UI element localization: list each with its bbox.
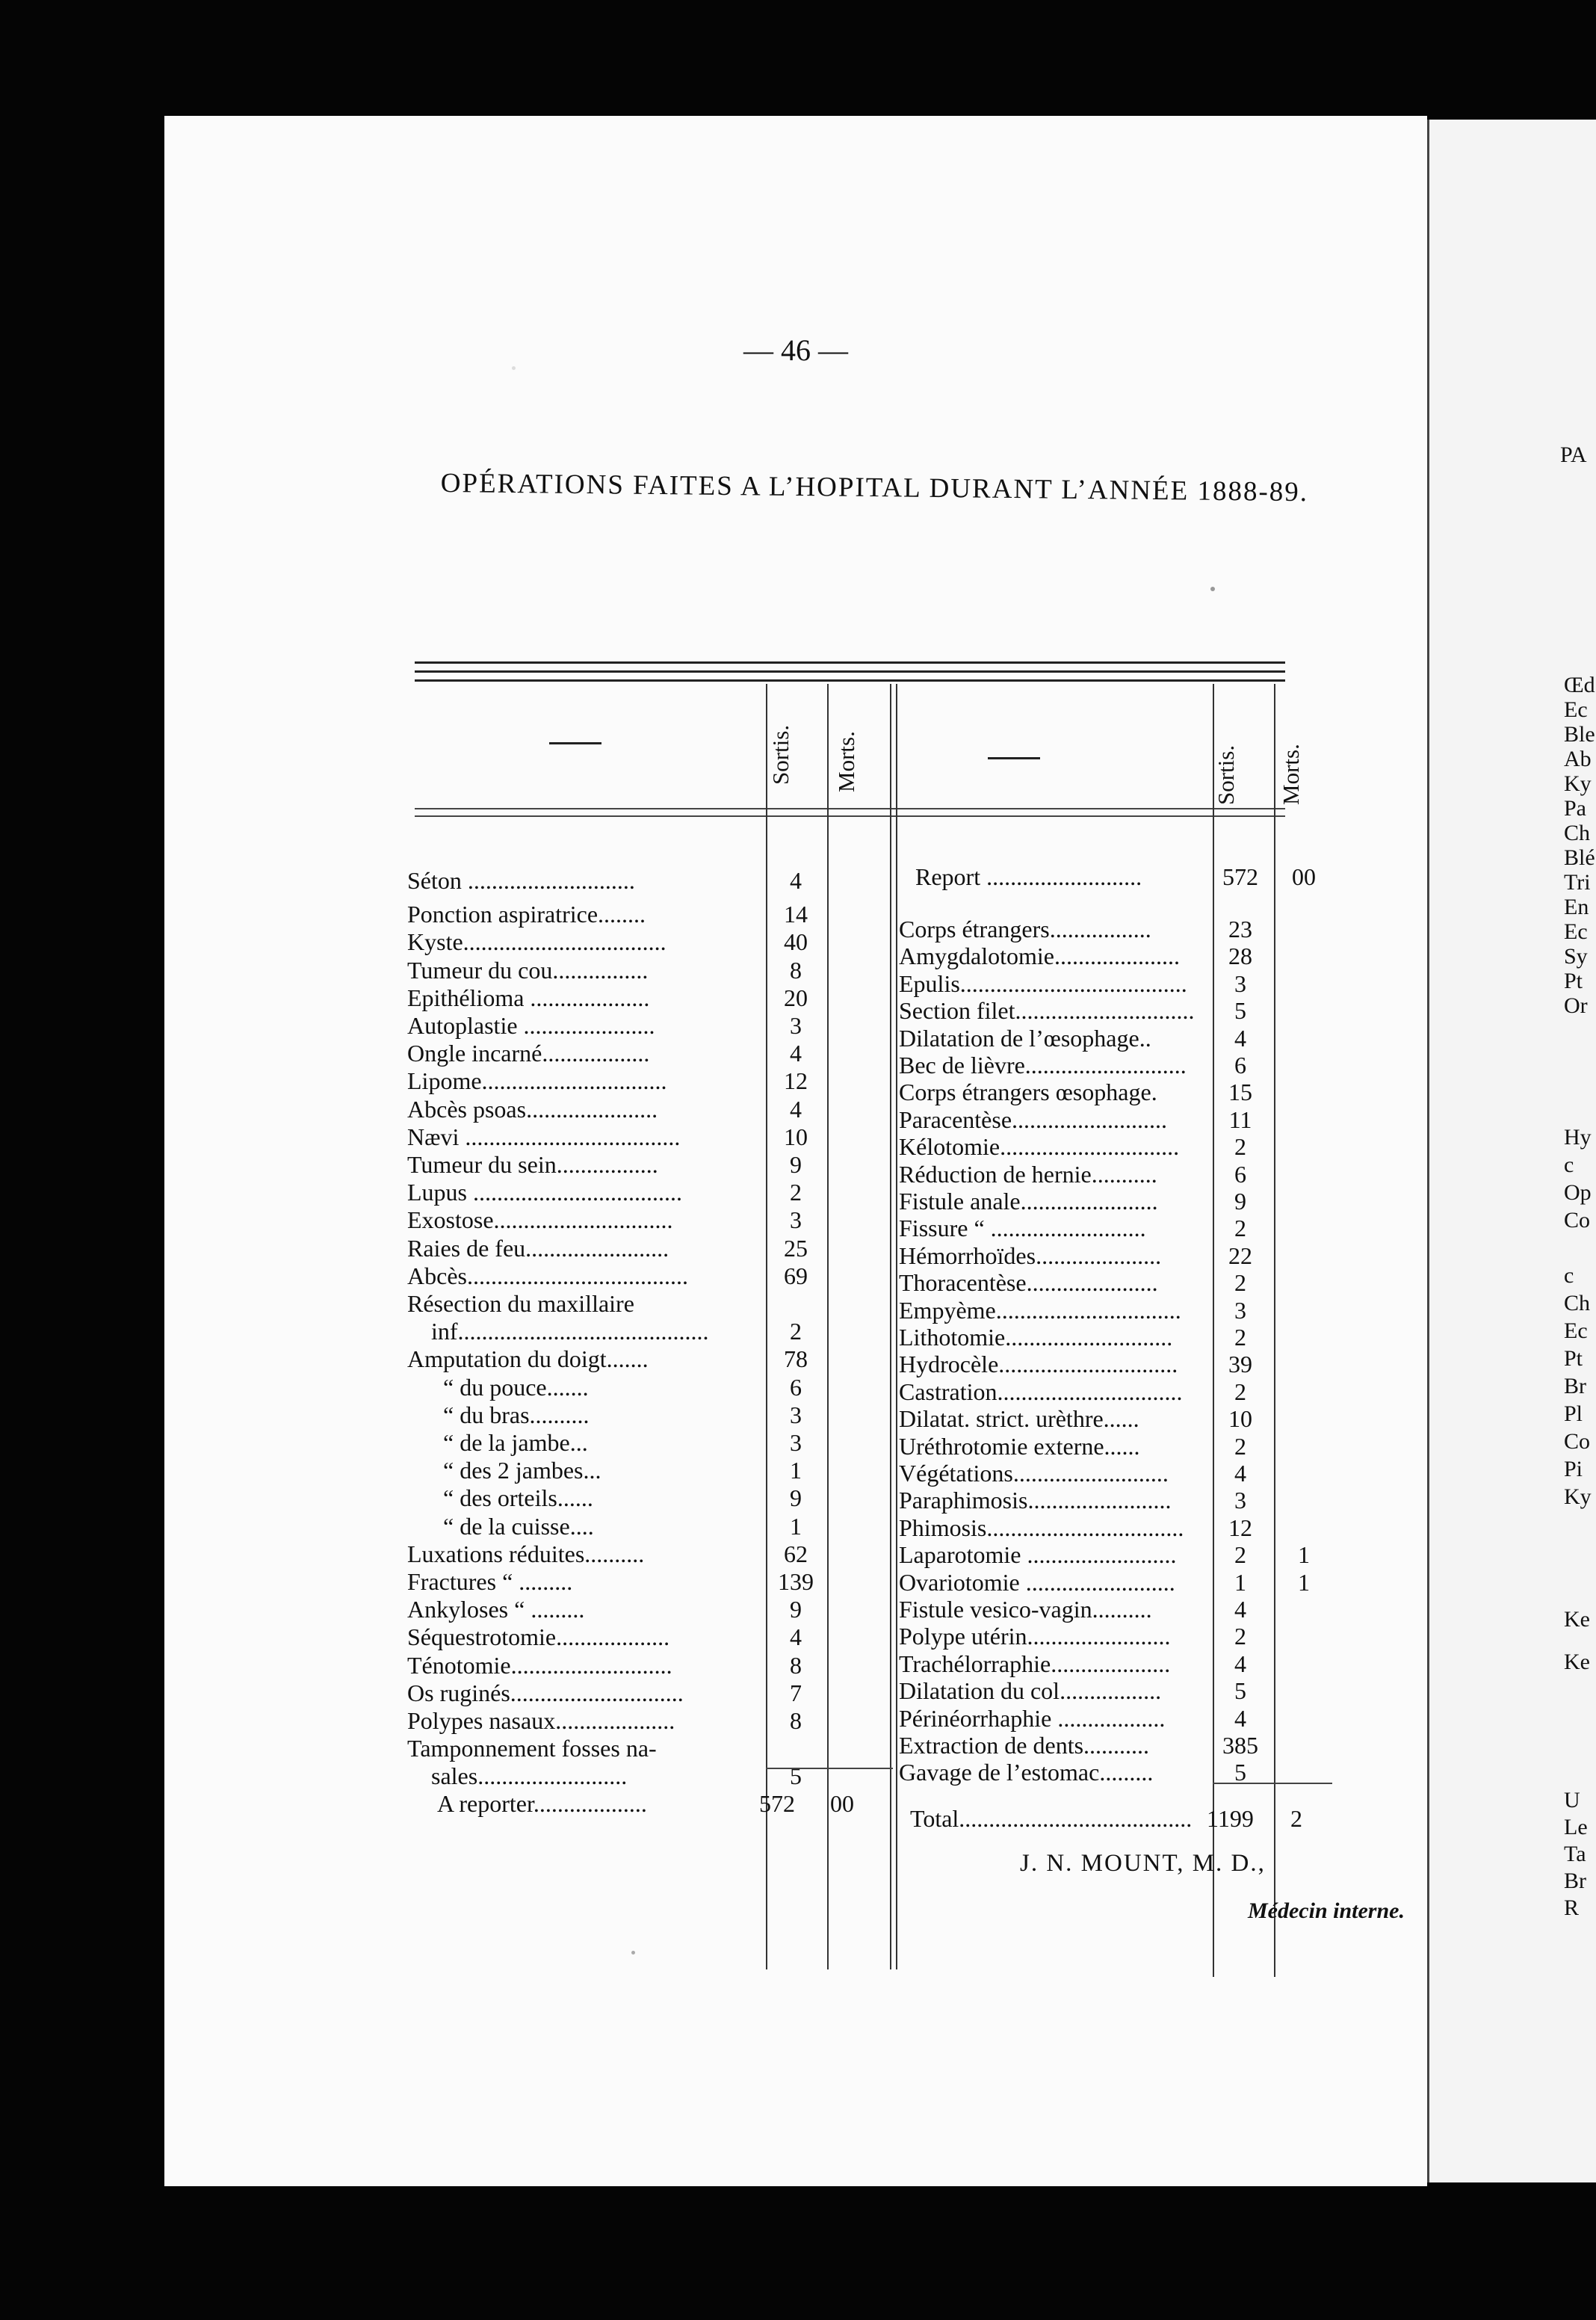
facing-page-line: Pt: [1564, 969, 1583, 993]
right-operation-name: Hémorrhoïdes.....................: [899, 1241, 1162, 1269]
right-operation-name: Fistule anale.......................: [899, 1188, 1158, 1215]
facing-page-line: Co: [1564, 1208, 1591, 1232]
right-sortis-value: 1: [1234, 1568, 1246, 1596]
facing-page-line: Pi: [1564, 1457, 1583, 1481]
right-row: [415, 1351, 1311, 1378]
left-sortis-value: 2: [790, 1318, 802, 1345]
left-operation-name: inf..........................................: [407, 1318, 709, 1345]
left-sortis-value: 9: [790, 1151, 802, 1178]
right-operation-name: Lithotomie............................: [899, 1324, 1173, 1351]
facing-page-line: Ec: [1564, 919, 1588, 944]
left-sortis-value: 8: [790, 956, 802, 984]
left-sortis-value: 3: [790, 1401, 802, 1428]
facing-page-line: Br: [1564, 1374, 1586, 1398]
right-operation-name: Corps étrangers œsophage.: [899, 1079, 1157, 1106]
right-operation-name: Végétations..........................: [899, 1460, 1169, 1487]
right-sortis-value: 2: [1234, 1269, 1246, 1297]
facing-page-line: Blé: [1564, 845, 1595, 870]
left-sortis-value: 1: [790, 1457, 802, 1484]
facing-page-line: U: [1564, 1788, 1580, 1812]
right-operation-name: Trachélorraphie....................: [899, 1650, 1171, 1677]
left-sortis-value: 4: [790, 1623, 802, 1651]
left-operation-name: “ de la jambe...: [407, 1429, 588, 1456]
facing-page-line: c: [1564, 1263, 1574, 1288]
left-sortis-value: 3: [790, 1429, 802, 1456]
right-operation-name: Uréthrotomie externe......: [899, 1432, 1140, 1460]
left-sortis-value: 20: [784, 984, 808, 1011]
right-row: [415, 1569, 1311, 1596]
right-sortis-value: 3: [1234, 969, 1246, 997]
left-sortis-value: 10: [784, 1123, 808, 1150]
right-operation-name: Laparotomie .........................: [899, 1541, 1177, 1569]
right-sortis-value: 4: [1234, 1704, 1246, 1732]
left-sortis-value: 4: [790, 1095, 802, 1123]
left-total-operation-name: A reporter...................: [437, 1790, 647, 1817]
left-operation-name: “ de la cuisse....: [407, 1512, 594, 1540]
right-row: [415, 1514, 1311, 1541]
right-report-sortis-value: 572: [1222, 863, 1258, 890]
left-sortis-value: 14: [784, 901, 808, 928]
facing-page-line: Ky: [1564, 1484, 1592, 1509]
left-operation-name: “ du pouce.......: [407, 1373, 589, 1401]
right-operation-name: Fissure “ ..........................: [899, 1215, 1146, 1242]
right-row: [415, 1324, 1311, 1351]
right-report-morts-value: 00: [1292, 863, 1316, 890]
right-row: [415, 942, 1311, 969]
facing-page-line: Le: [1564, 1815, 1588, 1839]
right-row: [415, 1269, 1311, 1296]
left-sortis-value: 5: [790, 1762, 802, 1790]
facing-page-line: Ec: [1564, 1318, 1588, 1343]
right-sortis-value: 22: [1228, 1241, 1252, 1269]
facing-page-line: Co: [1564, 1429, 1591, 1454]
right-operation-name: Dilatation de l’œsophage..: [899, 1024, 1151, 1052]
facing-page-line: Ky: [1564, 771, 1592, 796]
left-operation-name: sales.........................: [407, 1762, 628, 1790]
right-row: [415, 1079, 1311, 1105]
left-operation-name: Kyste..................................: [407, 928, 666, 956]
facing-page-line: Pl: [1564, 1401, 1583, 1426]
facing-page-line: Ch: [1564, 1291, 1591, 1315]
right-sortis-value: 4: [1234, 1024, 1246, 1052]
right-row: [415, 1460, 1311, 1487]
right-row: [415, 1161, 1311, 1188]
left-operation-name: Ponction aspiratrice........: [407, 901, 646, 928]
right-row: [415, 1215, 1311, 1241]
left-operation-name: Tumeur du sein.................: [407, 1151, 658, 1178]
facing-page-line: Ta: [1564, 1842, 1586, 1866]
left-operation-name: Abcès.....................................: [407, 1262, 688, 1289]
left-operation-name: Exostose..............................: [407, 1206, 673, 1234]
facing-page-line: Ab: [1564, 747, 1592, 771]
right-sortis-value: 11: [1228, 1105, 1252, 1133]
left-operation-name: Ongle incarné..................: [407, 1040, 650, 1067]
right-sortis-value: 6: [1234, 1052, 1246, 1079]
right-operation-name: Dilatat. strict. urèthre......: [899, 1405, 1139, 1433]
right-row: [415, 1596, 1311, 1623]
operations-table: [407, 534, 1316, 1832]
left-sortis-value: 25: [784, 1234, 808, 1262]
right-row: [415, 1705, 1311, 1732]
right-sortis-value: 385: [1222, 1732, 1258, 1759]
right-sortis-value: 5: [1234, 1677, 1246, 1705]
facing-page-line: Or: [1564, 993, 1588, 1018]
left-operation-name: Ténotomie...........................: [407, 1651, 672, 1679]
facing-page-line: R: [1564, 1895, 1580, 1920]
left-total-morts-value: 00: [830, 1790, 854, 1817]
facing-page-line: Œd: [1564, 673, 1595, 697]
right-row: [415, 1732, 1311, 1759]
right-operation-name: Castration...............................: [899, 1378, 1183, 1405]
left-sortis-value: 3: [790, 1012, 802, 1039]
right-operation-name: Hydrocèle..............................: [899, 1351, 1178, 1378]
right-sortis-value: 39: [1228, 1351, 1252, 1378]
right-row: [415, 1378, 1311, 1405]
left-sortis-value: 4: [790, 867, 802, 894]
right-sortis-value: 2: [1234, 1215, 1246, 1242]
right-sortis-value: 5: [1234, 997, 1246, 1025]
left-operation-name: “ des orteils......: [407, 1484, 593, 1512]
facing-page-line: Hy: [1564, 1125, 1592, 1150]
right-operation-name: Périnéorrhaphie ..................: [899, 1704, 1166, 1732]
right-operation-name: Epulis......................................: [899, 969, 1187, 997]
right-row: [415, 1487, 1311, 1514]
right-row: [415, 916, 1311, 942]
right-sortis-value: 3: [1234, 1296, 1246, 1324]
left-sortis-value: 7: [790, 1679, 802, 1706]
right-row: [415, 1759, 1311, 1786]
right-row: [415, 1405, 1311, 1432]
right-sortis-value: 28: [1228, 942, 1252, 970]
facing-page-line: Ch: [1564, 821, 1591, 845]
right-morts-header: Morts.: [1278, 744, 1304, 805]
facing-page-line: Tri: [1564, 870, 1591, 895]
left-operation-name: Raies de feu........................: [407, 1234, 669, 1262]
facing-page-line: Pt: [1564, 1346, 1583, 1371]
left-sortis-value: 9: [790, 1596, 802, 1623]
left-sortis-value: 4: [790, 1040, 802, 1067]
right-row: [415, 1133, 1311, 1160]
left-operation-name: Luxations réduites..........: [407, 1540, 645, 1567]
right-sortis-value: 4: [1234, 1460, 1246, 1487]
right-operation-name: Dilatation du col.................: [899, 1677, 1162, 1705]
facing-page-line: Ec: [1564, 697, 1588, 722]
right-report-operation-name: Report ..........................: [915, 863, 1142, 890]
right-total-sortis-value: 1199: [1207, 1805, 1254, 1832]
facing-page-line: Sy: [1564, 944, 1588, 969]
left-sortis-value: 2: [790, 1179, 802, 1206]
facing-page-line: Ble: [1564, 722, 1595, 747]
left-sortis-value: 3: [790, 1206, 802, 1234]
facing-page-line: Ke: [1564, 1607, 1590, 1632]
right-operation-name: Ovariotomie .........................: [899, 1568, 1175, 1596]
right-sortis-value: 23: [1228, 916, 1252, 942]
right-total-morts-value: 2: [1290, 1805, 1302, 1832]
right-row: [415, 1242, 1311, 1269]
left-operation-name: Résection du maxillaire: [407, 1290, 634, 1317]
left-sortis-header: Sortis.: [767, 724, 794, 785]
left-operation-name: Ankyloses “ .........: [407, 1596, 585, 1623]
facing-page-heading: PA: [1560, 442, 1587, 467]
right-sortis-value: 3: [1234, 1487, 1246, 1514]
right-row: [415, 1025, 1311, 1052]
document-page: [164, 116, 1427, 2186]
left-operation-name: Tumeur du cou................: [407, 956, 649, 984]
signature-role: Médecin interne.: [1248, 1898, 1405, 1923]
left-sortis-value: 8: [790, 1707, 802, 1734]
right-row: [415, 1677, 1311, 1704]
facing-page-line: En: [1564, 895, 1589, 919]
right-row: [415, 1106, 1311, 1133]
right-operation-name: Réduction de hernie...........: [899, 1160, 1157, 1188]
left-total-sortis-value: 572: [759, 1790, 795, 1817]
facing-page-line: Op: [1564, 1180, 1592, 1205]
right-row: [415, 970, 1311, 997]
right-operation-name: Amygdalotomie.....................: [899, 942, 1180, 970]
facing-page-line: Br: [1564, 1869, 1586, 1893]
right-morts-value: 1: [1298, 1568, 1310, 1596]
left-sortis-value: 8: [790, 1651, 802, 1679]
right-operation-name: Kélotomie..............................: [899, 1133, 1180, 1161]
left-sortis-value: 1: [790, 1512, 802, 1540]
right-row: [415, 1541, 1311, 1568]
right-row: [415, 1297, 1311, 1324]
left-sortis-value: 78: [784, 1345, 808, 1373]
right-operation-name: Section filet..............................: [899, 997, 1195, 1025]
right-sortis-value: 2: [1234, 1378, 1246, 1405]
left-sortis-value: 6: [790, 1373, 802, 1401]
right-sortis-value: 5: [1234, 1759, 1246, 1786]
right-row: [415, 1433, 1311, 1460]
right-sortis-value: 6: [1234, 1160, 1246, 1188]
left-operation-name: Tamponnement fosses na-: [407, 1735, 657, 1762]
right-sortis-value: 10: [1228, 1405, 1252, 1433]
left-sortis-value: 62: [784, 1540, 808, 1567]
right-sortis-value: 2: [1234, 1623, 1246, 1650]
right-operation-name: Empyème...............................: [899, 1296, 1181, 1324]
left-operation-name: Os ruginés.............................: [407, 1679, 684, 1706]
left-operation-name: Lupus ...................................: [407, 1179, 682, 1206]
right-operation-name: Fistule vesico-vagin..........: [899, 1596, 1152, 1623]
left-operation-name: “ du bras..........: [407, 1401, 590, 1428]
left-sortis-value: 139: [778, 1568, 814, 1595]
right-sortis-value: 2: [1234, 1432, 1246, 1460]
right-header-dash: [988, 757, 1040, 759]
left-sortis-value: 40: [784, 928, 808, 956]
left-sortis-value: 69: [784, 1262, 808, 1289]
left-sortis-value: 12: [784, 1067, 808, 1095]
right-sortis-value: 15: [1228, 1079, 1252, 1106]
right-sortis-value: 2: [1234, 1324, 1246, 1351]
left-operation-name: Séquestrotomie...................: [407, 1623, 670, 1651]
right-row: [415, 1188, 1311, 1215]
left-operation-name: Autoplastie ......................: [407, 1012, 655, 1039]
right-row: [415, 1623, 1311, 1650]
right-row: [415, 997, 1311, 1024]
right-row: [415, 1052, 1311, 1079]
signature-name: J. N. MOUNT, M. D.,: [1020, 1850, 1266, 1877]
right-sortis-value: 2: [1234, 1541, 1246, 1569]
left-morts-header: Morts.: [833, 731, 859, 792]
left-operation-name: Epithélioma ....................: [407, 984, 650, 1011]
left-operation-name: “ des 2 jambes...: [407, 1457, 601, 1484]
right-sortis-value: 12: [1228, 1514, 1252, 1541]
left-operation-name: Abcès psoas......................: [407, 1095, 658, 1123]
left-header-dash: [549, 742, 601, 744]
facing-page-fragment: [1427, 120, 1596, 2182]
left-operation-name: Amputation du doigt.......: [407, 1345, 649, 1373]
right-sortis-header: Sortis.: [1213, 744, 1239, 805]
left-sortis-value: 9: [790, 1484, 802, 1512]
page-number: — 46 —: [743, 333, 848, 367]
facing-page-line: Ke: [1564, 1650, 1590, 1674]
right-sortis-value: 2: [1234, 1133, 1246, 1161]
left-operation-name: Polypes nasaux....................: [407, 1707, 675, 1734]
right-operation-name: Paraphimosis........................: [899, 1487, 1172, 1514]
right-sortis-value: 9: [1234, 1188, 1246, 1215]
left-operation-name: Lipome...............................: [407, 1067, 667, 1095]
right-operation-name: Thoracentèse......................: [899, 1269, 1158, 1297]
facing-page-line: Pa: [1564, 796, 1586, 821]
right-morts-value: 1: [1298, 1541, 1310, 1569]
right-total-operation-name: Total.......................................: [910, 1805, 1193, 1832]
right-operation-name: Phimosis.................................: [899, 1514, 1184, 1541]
right-operation-name: Extraction de dents...........: [899, 1732, 1150, 1759]
right-sortis-value: 4: [1234, 1650, 1246, 1677]
facing-page-line: c: [1564, 1153, 1574, 1177]
right-sortis-value: 4: [1234, 1596, 1246, 1623]
left-operation-name: Nævi ....................................: [407, 1123, 681, 1150]
right-report-row: [415, 863, 1316, 890]
left-operation-name: Séton ............................: [407, 867, 635, 894]
right-operation-name: Polype utérin........................: [899, 1623, 1171, 1650]
right-operation-name: Paracentèse..........................: [899, 1105, 1168, 1133]
left-operation-name: Fractures “ .........: [407, 1568, 573, 1595]
right-row: [415, 1650, 1311, 1677]
right-total-row: [415, 1805, 1311, 1832]
right-operation-name: Bec de lièvre...........................: [899, 1052, 1187, 1079]
right-operation-name: Gavage de l’estomac.........: [899, 1759, 1154, 1786]
page-title: OPÉRATIONS FAITES A L’HOPITAL DURANT L’ANNÉE 1888-89.: [440, 467, 1309, 508]
right-operation-name: Corps étrangers.................: [899, 916, 1151, 942]
